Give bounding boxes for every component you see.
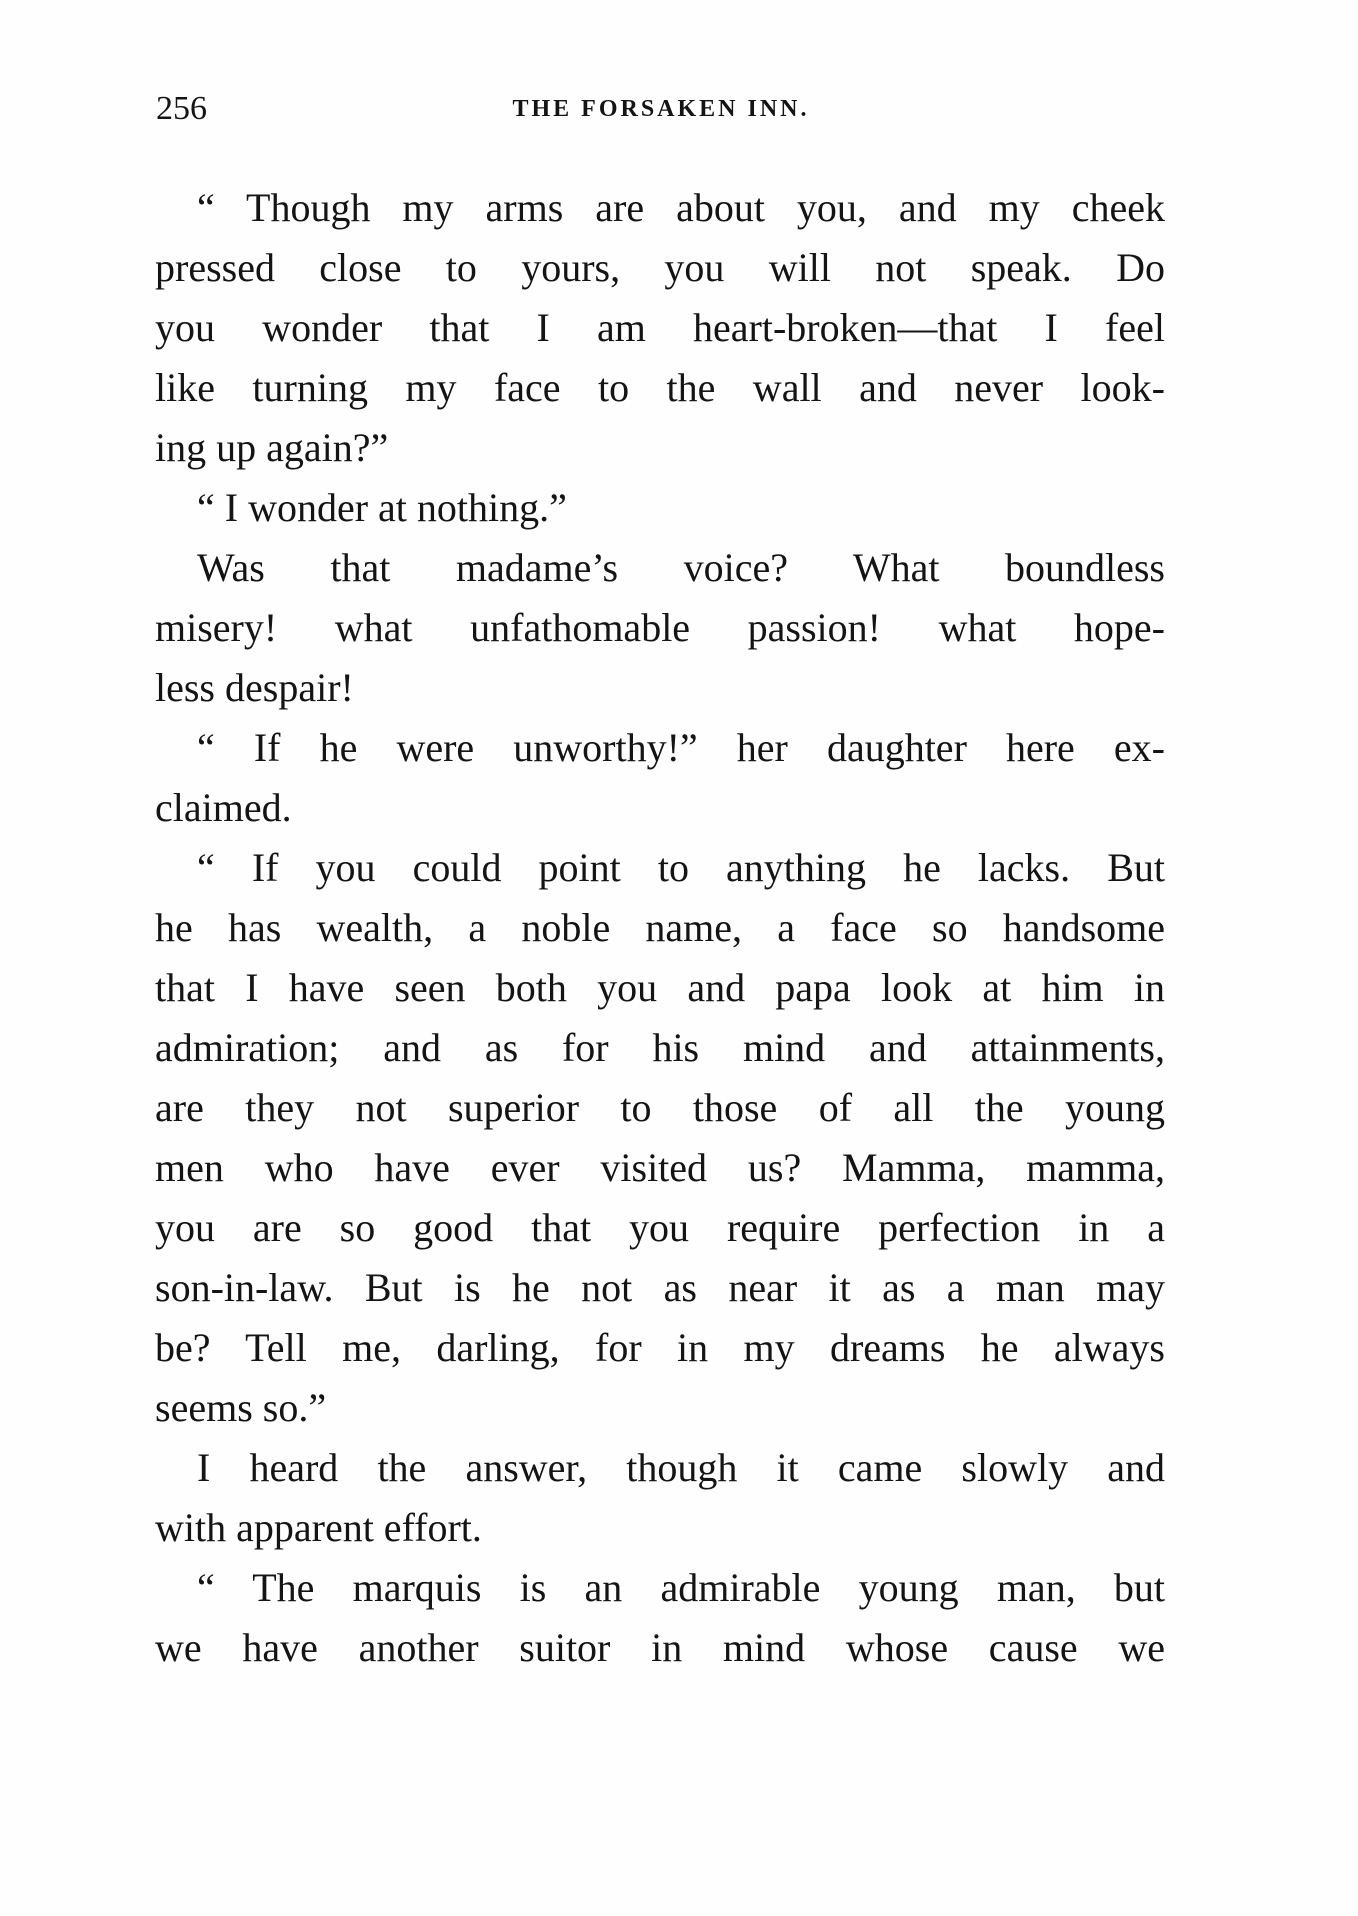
text-line: like turning my face to the wall and never look-	[155, 365, 1165, 410]
text-line: “ I wonder at nothing.”	[197, 485, 567, 530]
text-line: with apparent effort.	[155, 1505, 482, 1550]
running-head	[156, 84, 1166, 134]
text-line: “ If he were unworthy!” her daughter here ex-	[197, 725, 1165, 770]
text-line: son-in-law. But is he not as near it as a man may	[155, 1265, 1165, 1310]
running-title: THE FORSAKEN INN.	[512, 96, 810, 122]
text-line: Was that madame’s voice? What boundless	[197, 545, 1165, 590]
text-line: admiration; and as for his mind and attainments,	[155, 1025, 1165, 1070]
text-line: he has wealth, a noble name, a face so handsome	[155, 905, 1165, 950]
text-line: “ Though my arms are about you, and my cheek	[197, 185, 1165, 230]
text-line: “ The marquis is an admirable young man, but	[197, 1565, 1165, 1610]
text-line: you are so good that you require perfection in a	[155, 1205, 1165, 1250]
text-line: “ If you could point to anything he lacks. But	[197, 845, 1165, 890]
body-text	[155, 178, 1165, 1678]
text-line: you wonder that I am heart-broken—that I feel	[155, 305, 1165, 350]
text-line: seems so.”	[155, 1385, 327, 1430]
text-line: men who have ever visited us? Mamma, mamma,	[155, 1145, 1165, 1190]
text-line: that I have seen both you and papa look at him in	[155, 965, 1165, 1010]
text-line: we have another suitor in mind whose cause we	[155, 1625, 1165, 1670]
text-line: are they not superior to those of all the young	[155, 1085, 1165, 1130]
text-line: claimed.	[155, 785, 292, 830]
text-line: I heard the answer, though it came slowly and	[197, 1445, 1165, 1490]
text-line: ing up again?”	[155, 425, 389, 470]
page-number: 256	[156, 90, 207, 127]
text-line: misery! what unfathomable passion! what hope-	[155, 605, 1165, 650]
text-line: be? Tell me, darling, for in my dreams he always	[155, 1325, 1165, 1370]
text-line: less despair!	[155, 665, 354, 710]
text-line: pressed close to yours, you will not speak. Do	[155, 245, 1165, 290]
